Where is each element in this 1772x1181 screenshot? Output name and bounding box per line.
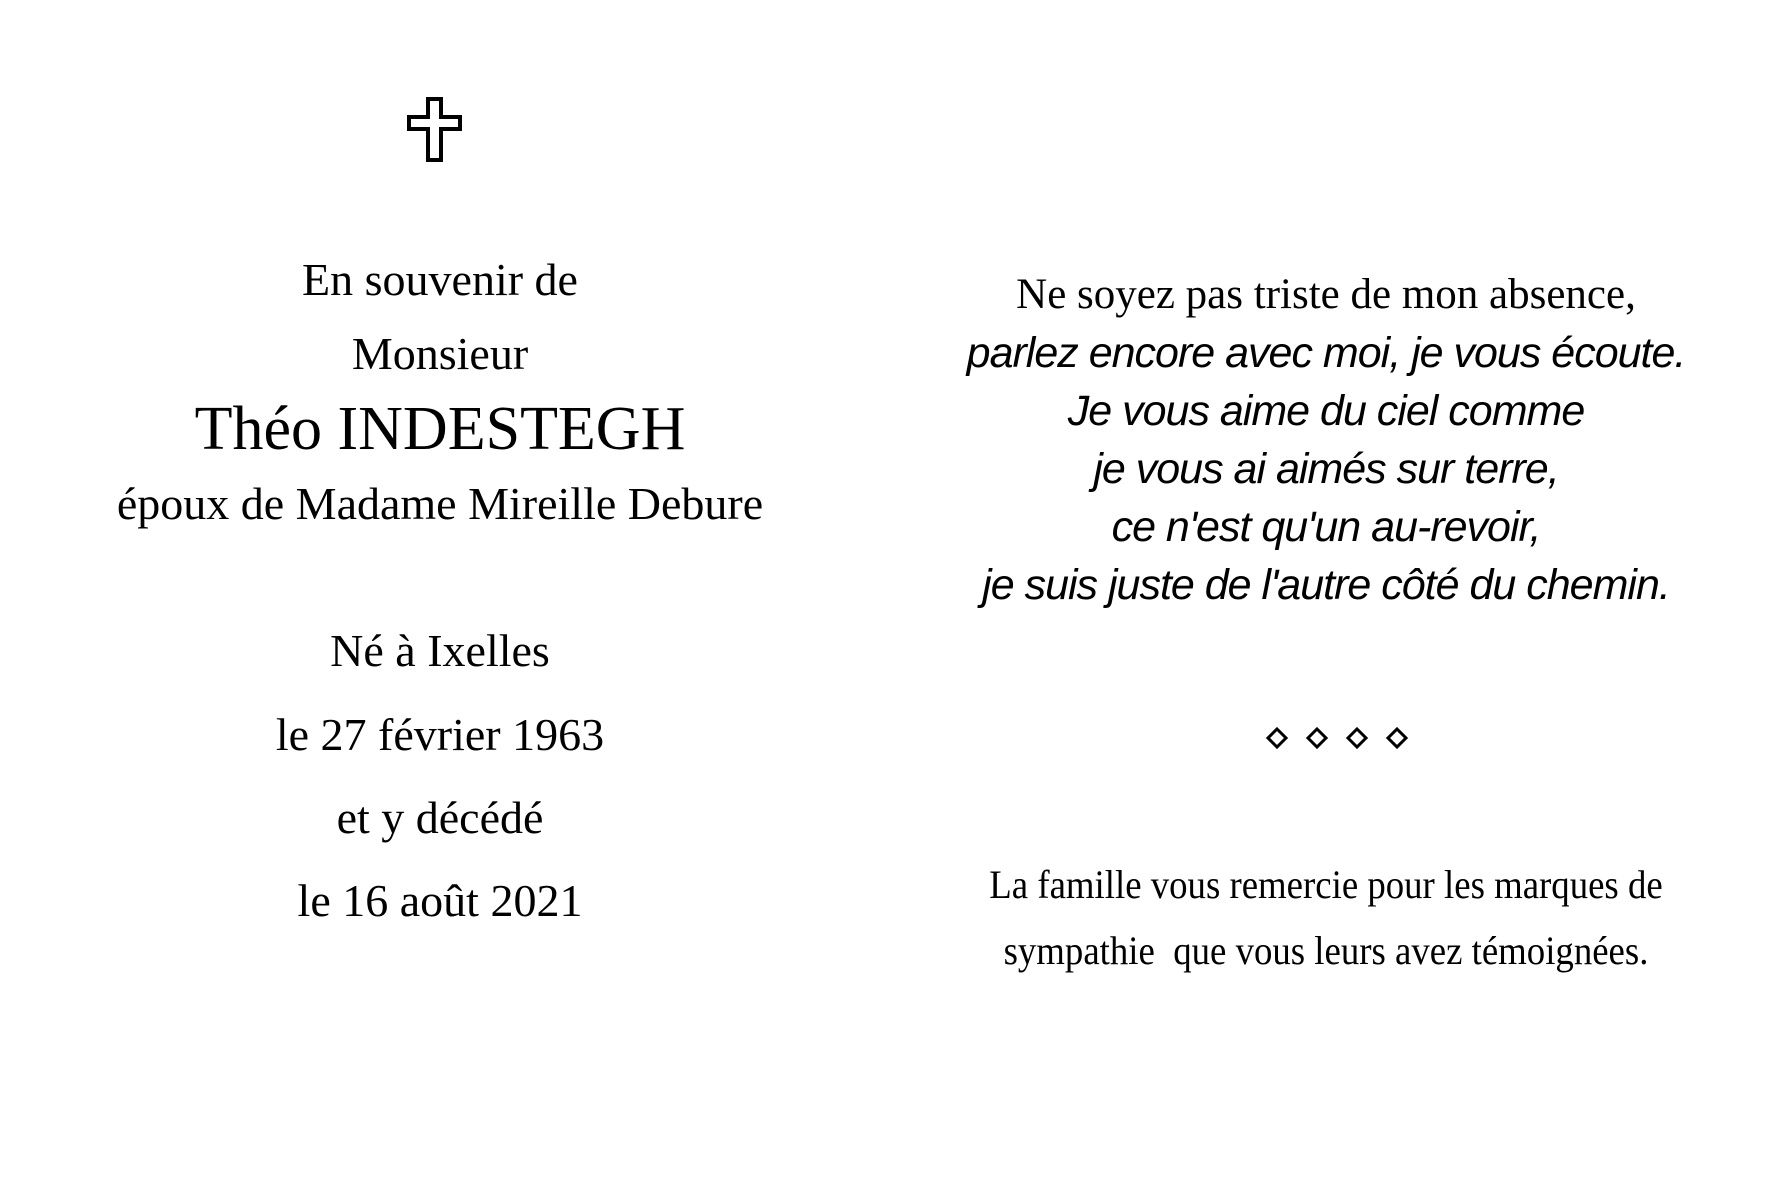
thanks-line: sympathie que vous leurs avez témoignées. bbox=[1003, 928, 1649, 973]
poem-line: je vous ai aimés sur terre, bbox=[1093, 445, 1559, 493]
deceased-title: Monsieur bbox=[351, 328, 529, 379]
birthdate-line: le 27 février 1963 bbox=[275, 709, 605, 760]
poem-line: ce n'est qu'un au-revoir, bbox=[1111, 503, 1541, 551]
poem-line: je suis juste de l'autre côté du chemin. bbox=[982, 561, 1670, 609]
birthplace-line: Né à Ixelles bbox=[330, 625, 550, 676]
thanks-line: La famille vous remercie pour les marques de bbox=[989, 862, 1663, 907]
deathplace-line: et y décédé bbox=[336, 792, 544, 843]
thanks-message bbox=[880, 852, 1772, 984]
deathdate-line: le 16 août 2021 bbox=[297, 875, 583, 926]
memorial-intro: En souvenir de bbox=[302, 254, 578, 305]
poem-line: parlez encore avec moi, je vous écoute. bbox=[966, 329, 1686, 377]
poem bbox=[880, 266, 1772, 614]
poem-line: Ne soyez pas triste de mon absence, bbox=[1016, 271, 1636, 318]
poem-line: Je vous aime du ciel comme bbox=[1067, 387, 1585, 435]
diamonds-separator-icon bbox=[1262, 724, 1412, 752]
deceased-name: Théo INDESTEGH bbox=[194, 395, 686, 463]
spouse-line: époux de Madame Mireille Debure bbox=[116, 478, 764, 529]
left-panel bbox=[0, 0, 880, 1181]
right-panel bbox=[880, 0, 1772, 1181]
cross-icon bbox=[407, 97, 463, 163]
